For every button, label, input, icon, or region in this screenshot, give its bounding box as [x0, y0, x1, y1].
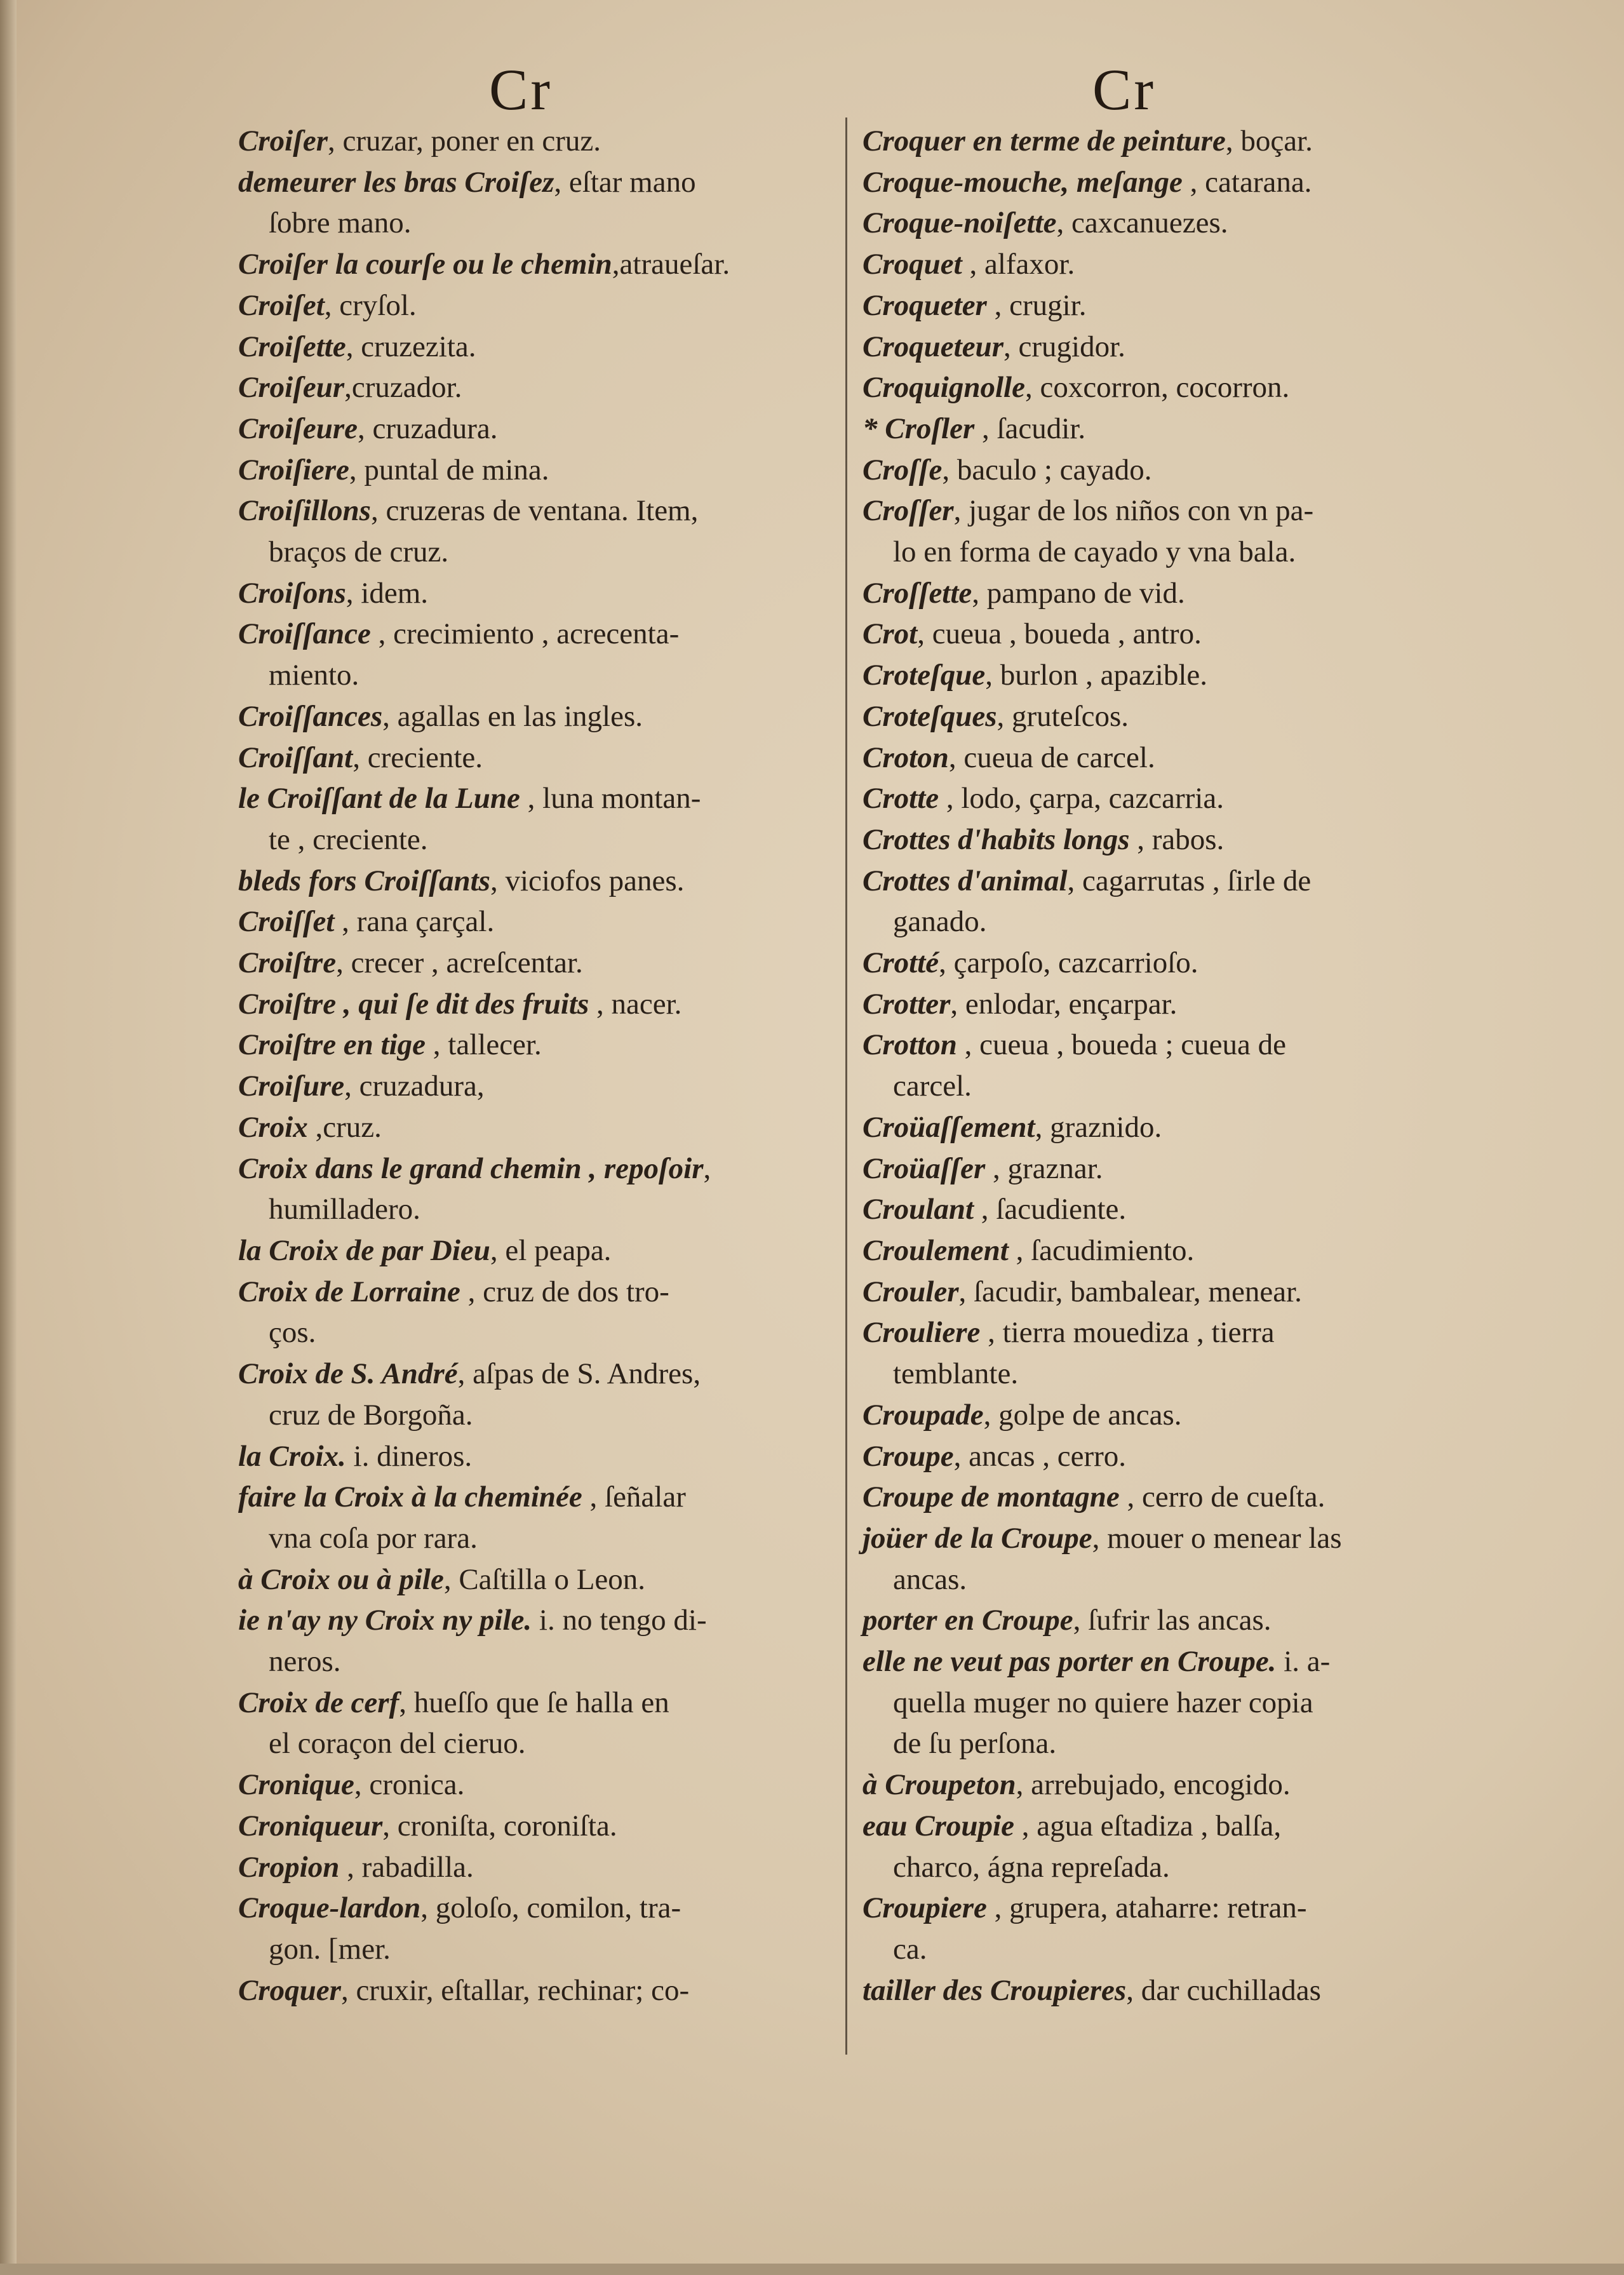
entry-headword: Croiſtre , qui ſe dit des fruits [238, 987, 589, 1021]
dictionary-entry [862, 1600, 1466, 1641]
entry-headword: Croqueteur [862, 330, 1003, 363]
entry-headword: Crotter [862, 987, 951, 1021]
dictionary-entry [862, 1970, 1466, 2011]
entry-definition: ,cruz. [307, 1110, 382, 1144]
entry-headword: Croiſillons [238, 494, 371, 528]
dictionary-entry [862, 943, 1466, 984]
entry-headword: Crouliere [862, 1316, 981, 1350]
entry-definition: , ſufrir las ancas. [1073, 1604, 1272, 1637]
entry-headword: Croqueter [862, 288, 987, 322]
entry-definition: , catarana. [1182, 165, 1312, 199]
entry-headword: Croiſons [238, 576, 346, 610]
entry-headword: Crouler [862, 1275, 959, 1308]
entry-continuation: temblante. [893, 1357, 1019, 1391]
entry-headword: le Croiſſant de la Lune [238, 782, 520, 815]
entry-continuation: de ſu perſona. [893, 1727, 1057, 1761]
dictionary-entry [862, 408, 1466, 450]
dictionary-entry [238, 162, 845, 244]
entry-continuation: ca. [893, 1932, 927, 1966]
left-column [238, 121, 845, 2011]
dictionary-entry [862, 1888, 1466, 1970]
entry-headword: Cropion [238, 1850, 340, 1884]
entry-headword: Croſſe [862, 453, 943, 487]
entry-definition: , crecer , acreſcentar. [336, 946, 583, 980]
entry-headword: elle ne veut pas porter en Croupe. [862, 1645, 1277, 1679]
entry-definition: , croniſta, coroniſta. [382, 1809, 617, 1842]
dictionary-entry [862, 1230, 1466, 1272]
entry-definition: , tallecer. [426, 1028, 542, 1062]
entry-definition: , cruzeras de ventana. Item, [370, 494, 699, 528]
entry-continuation: ſobre mano. [269, 206, 412, 240]
dictionary-entry [238, 326, 845, 368]
dictionary-entry [862, 1764, 1466, 1806]
entry-definition: i. no tengo di- [532, 1604, 707, 1637]
entry-definition: , cruzezita. [346, 330, 476, 363]
entry-definition: , graznar. [985, 1151, 1103, 1185]
dictionary-entry [238, 778, 845, 860]
dictionary-entry [238, 1353, 845, 1435]
dictionary-entry [862, 1641, 1466, 1764]
entry-headword: bleds fors Croiſſants [238, 864, 490, 897]
entry-continuation: ganado. [893, 905, 987, 939]
dictionary-entry [238, 696, 845, 737]
running-head-left: Cr [489, 57, 553, 122]
entry-headword: Crotton [862, 1028, 957, 1062]
entry-headword: Croupe de montagne [862, 1480, 1120, 1514]
entry-definition: , ſacudiente. [974, 1193, 1127, 1226]
entry-headword: Crottes d'animal [862, 864, 1068, 897]
dictionary-entry [238, 450, 845, 491]
entry-definition: , alfaxor. [962, 248, 1075, 281]
entry-definition: , boçar. [1225, 124, 1313, 158]
entry-definition: , grupera, ataharre: retran- [986, 1891, 1307, 1925]
dictionary-entry [238, 244, 845, 285]
dictionary-entry [238, 1477, 845, 1559]
entry-definition: , agallas en las ingles. [382, 699, 643, 733]
dictionary-entry [238, 861, 845, 902]
entry-definition: , eſtar mano [554, 165, 696, 199]
dictionary-entry [862, 737, 1466, 779]
entry-definition: , çarpoſo, cazcarrioſo. [939, 946, 1198, 980]
entry-headword: demeurer les bras Croiſez [238, 165, 554, 199]
entry-definition: , hueſſo que ſe halla en [399, 1686, 669, 1719]
entry-headword: Crotté [862, 946, 939, 980]
dictionary-entry [862, 861, 1466, 943]
entry-headword: Croteſques [862, 699, 997, 733]
entry-headword: Croque-mouche, meſange [862, 165, 1183, 199]
entry-continuation: ços. [269, 1316, 316, 1350]
entry-headword: Croiſeur [238, 371, 345, 405]
entry-definition: , el peapa. [490, 1233, 612, 1267]
dictionary-entry [862, 1107, 1466, 1148]
entry-headword: Croiſette [238, 330, 346, 363]
entry-definition: , cueua de carcel. [948, 741, 1155, 774]
entry-definition: , idem. [346, 576, 429, 610]
dictionary-entry [862, 1518, 1466, 1600]
entry-definition: , cruz de dos tro- [460, 1275, 669, 1308]
entry-continuation: te , creciente. [269, 822, 428, 856]
dictionary-entry [238, 367, 845, 408]
dictionary-entry [238, 943, 845, 984]
entry-headword: à Croupeton [862, 1768, 1016, 1802]
entry-headword: Croiſet [238, 288, 325, 322]
entry-continuation: humilladero. [269, 1193, 420, 1226]
entry-headword: Croſſer [862, 494, 954, 528]
entry-headword: Croix [238, 1110, 308, 1144]
entry-definition: , coxcorron, cocorron. [1024, 371, 1290, 405]
entry-headword: ie n'ay ny Croix ny pile. [238, 1604, 532, 1637]
entry-continuation: gon. [mer. [269, 1932, 391, 1966]
entry-headword: Crot [862, 617, 918, 651]
entry-headword: faire la Croix à la cheminée [238, 1480, 582, 1514]
dictionary-entry [238, 1436, 845, 1477]
entry-definition: , ſeñalar [582, 1480, 686, 1514]
entry-headword: porter en Croupe [862, 1604, 1073, 1637]
page-binding-edge [0, 0, 17, 2275]
dictionary-entry [238, 1600, 845, 1682]
entry-definition: , crecimiento , acrecenta- [370, 617, 680, 651]
entry-headword: Croque-noiſette [862, 206, 1057, 240]
entry-definition: , jugar de los niños con vn pa- [953, 494, 1314, 528]
dictionary-entry [238, 614, 845, 695]
dictionary-entry [862, 326, 1466, 368]
entry-definition: , aſpas de S. Andres, [457, 1357, 701, 1391]
dictionary-entry [862, 1477, 1466, 1518]
entry-headword: Croüaſſement [862, 1110, 1035, 1144]
entry-definition: , ſacudimiento. [1008, 1233, 1195, 1267]
entry-continuation: lo en forma de cayado y vna bala. [893, 535, 1296, 569]
entry-headword: Croiſſant [238, 741, 353, 774]
entry-definition: , dar cuchilladas [1126, 1973, 1321, 2007]
dictionary-entry [238, 1970, 845, 2011]
dictionary-entry [238, 1559, 845, 1601]
entry-definition: , rabadilla. [339, 1850, 474, 1884]
dictionary-entry [862, 984, 1466, 1025]
entry-definition: , ancas , cerro. [953, 1439, 1127, 1473]
dictionary-entry [238, 285, 845, 326]
entry-headword: Croiſſet [238, 905, 335, 939]
entry-definition: , cryſol. [324, 288, 417, 322]
entry-headword: eau Croupie [862, 1809, 1014, 1842]
dictionary-entry [862, 1312, 1466, 1394]
entry-continuation: neros. [269, 1645, 341, 1679]
entry-continuation: vna coſa por rara. [269, 1521, 478, 1555]
entry-headword: Cronique [238, 1768, 354, 1802]
entry-headword: Croquer [238, 1973, 341, 2007]
entry-headword: Croix de S. André [238, 1357, 458, 1391]
entry-continuation: cruz de Borgoña. [269, 1398, 473, 1432]
entry-definition: i. a- [1276, 1645, 1331, 1679]
entry-continuation: ancas. [893, 1562, 967, 1596]
entry-definition: , mouer o menear las [1092, 1521, 1342, 1555]
entry-definition: , nacer. [589, 987, 682, 1021]
entry-definition: , cerro de cueſta. [1119, 1480, 1325, 1514]
dictionary-entry [238, 737, 845, 779]
dictionary-entry [238, 1148, 845, 1230]
entry-definition: , Caſtilla o Leon. [443, 1562, 646, 1596]
entry-headword: Croiſſances [238, 699, 383, 733]
entry-headword: Croupiere [862, 1891, 987, 1925]
dictionary-entry [862, 244, 1466, 285]
entry-headword: * Croſler [862, 412, 975, 445]
dictionary-entry [238, 1230, 845, 1272]
dictionary-entry [862, 1189, 1466, 1230]
entry-continuation: charco, ágna repreſada. [893, 1850, 1170, 1884]
dictionary-entry [238, 1272, 845, 1353]
entry-headword: Croupade [862, 1398, 984, 1432]
dictionary-entry [862, 1436, 1466, 1477]
entry-headword: la Croix. [238, 1439, 346, 1473]
entry-headword: Croiſure [238, 1070, 345, 1103]
entry-definition: , tierra mouediza , tierra [980, 1316, 1275, 1350]
dictionary-entry [862, 450, 1466, 491]
dictionary-entry [238, 1066, 845, 1107]
entry-headword: Croulement [862, 1233, 1009, 1267]
entry-definition: , graznido. [1035, 1110, 1162, 1144]
entry-headword: Croiſeure [238, 412, 358, 445]
entry-definition: , enlodar, ençarpar. [950, 987, 1178, 1021]
entry-headword: Croiſer [238, 124, 328, 158]
dictionary-entry [862, 1806, 1466, 1888]
right-column [862, 121, 1466, 2011]
dictionary-entry [238, 901, 845, 943]
dictionary-entry [862, 655, 1466, 696]
entry-definition: , rabos. [1129, 822, 1225, 856]
entry-headword: tailler des Croupieres [862, 1973, 1127, 2007]
dictionary-entry [862, 285, 1466, 326]
entry-headword: Croix dans le grand chemin , repoſoir [238, 1151, 704, 1185]
dictionary-entry [862, 1024, 1466, 1106]
entry-definition: ,cruzador. [344, 371, 462, 405]
dictionary-entry [238, 408, 845, 450]
entry-definition: , cruzadura, [344, 1070, 485, 1103]
column-divider [845, 117, 847, 2055]
entry-headword: Croniqueur [238, 1809, 383, 1842]
entry-headword: Crottes d'habits longs [862, 822, 1130, 856]
entry-definition: , burlon , apazible. [985, 659, 1207, 692]
dictionary-entry [862, 1272, 1466, 1313]
entry-headword: Croix de cerf [238, 1686, 399, 1719]
entry-continuation: carcel. [893, 1070, 972, 1103]
entry-headword: Croton [862, 741, 949, 774]
entry-headword: Croiſtre [238, 946, 337, 980]
dictionary-entry [862, 490, 1466, 572]
dictionary-entry [862, 367, 1466, 408]
entry-definition: , goloſo, comilon, tra- [420, 1891, 681, 1925]
entry-definition: , caxcanuezes. [1056, 206, 1228, 240]
entry-headword: Crotte [862, 782, 939, 815]
entry-continuation: quella muger no quiere hazer copia [893, 1686, 1313, 1719]
entry-definition: , cueua , boueda ; cueua de [956, 1028, 1286, 1062]
entry-headword: Croiſſance [238, 617, 371, 651]
dictionary-entry [862, 573, 1466, 614]
entry-definition: , ſacudir, bambalear, menear. [958, 1275, 1302, 1308]
entry-headword: Croulant [862, 1193, 974, 1226]
entry-headword: Croſſette [862, 576, 972, 610]
entry-definition: , crugidor. [1003, 330, 1125, 363]
entry-headword: Croupe [862, 1439, 954, 1473]
entry-headword: Croque-lardon [238, 1891, 421, 1925]
entry-definition: , cronica. [354, 1768, 465, 1802]
entry-headword: à Croix ou à pile [238, 1562, 444, 1596]
page-bottom-edge [0, 2264, 1624, 2275]
dictionary-entry [238, 1847, 845, 1888]
entry-definition: , cruxir, eſtallar, rechinar; co- [340, 1973, 690, 2007]
dictionary-entry [238, 1888, 845, 1970]
entry-definition: , crugir. [986, 288, 1087, 322]
dictionary-entry [862, 121, 1466, 162]
entry-headword: Croquet [862, 248, 962, 281]
dictionary-entry [238, 1682, 845, 1764]
entry-headword: joüer de la Croupe [862, 1521, 1092, 1555]
entry-headword: Croiſtre en tige [238, 1028, 426, 1062]
entry-definition: , pampano de vid. [972, 576, 1185, 610]
dictionary-entry [238, 984, 845, 1025]
dictionary-entry [238, 1764, 845, 1806]
entry-headword: Croiſiere [238, 453, 349, 487]
entry-continuation: miento. [269, 659, 359, 692]
entry-headword: Croteſque [862, 659, 986, 692]
dictionary-entry [238, 121, 845, 162]
dictionary-entry [238, 1024, 845, 1066]
dictionary-entry [862, 778, 1466, 819]
entry-definition: , cueua , boueda , antro. [917, 617, 1202, 651]
entry-definition: , agua eſtadiza , balſa, [1014, 1809, 1282, 1842]
entry-headword: la Croix de par Dieu [238, 1233, 490, 1267]
dictionary-entry [862, 1395, 1466, 1436]
entry-definition: , [703, 1151, 711, 1185]
entry-definition: ,atraueſar. [612, 248, 730, 281]
entry-definition: , lodo, çarpa, cazcarria. [939, 782, 1224, 815]
entry-continuation: braços de cruz. [269, 535, 449, 569]
dictionary-entry [238, 573, 845, 614]
entry-definition: , viciofos panes. [490, 864, 685, 897]
dictionary-entry [238, 1806, 845, 1847]
entry-definition: , luna montan- [520, 782, 701, 815]
entry-headword: Croix de Lorraine [238, 1275, 460, 1308]
dictionary-entry [862, 1148, 1466, 1190]
entry-definition: , rana çarçal. [334, 905, 495, 939]
entry-definition: , baculo ; cayado. [942, 453, 1152, 487]
entry-definition: , arrebujado, encogido. [1016, 1768, 1291, 1802]
entry-headword: Croquer en terme de peinture [862, 124, 1226, 158]
entry-definition: , cruzar, poner en cruz. [328, 124, 601, 158]
dictionary-entry [238, 1107, 845, 1148]
entry-headword: Croiſer la courſe ou le chemin [238, 248, 612, 281]
dictionary-entry [862, 696, 1466, 737]
entry-definition: , golpe de ancas. [983, 1398, 1182, 1432]
entry-definition: , puntal de mina. [349, 453, 549, 487]
entry-headword: Croüaſſer [862, 1151, 986, 1185]
entry-definition: , gruteſcos. [997, 699, 1129, 733]
entry-definition: , cagarrutas , ſirle de [1067, 864, 1312, 897]
entry-continuation: el coraçon del cieruo. [269, 1727, 526, 1761]
entry-headword: Croquignolle [862, 371, 1025, 405]
entry-definition: , ſacudir. [974, 412, 1086, 445]
dictionary-entry [862, 203, 1466, 244]
entry-definition: , cruzadura. [358, 412, 498, 445]
dictionary-entry [862, 162, 1466, 203]
dictionary-entry [862, 614, 1466, 655]
running-head-right: Cr [1092, 57, 1156, 122]
entry-definition: i. dineros. [346, 1439, 473, 1473]
dictionary-entry [862, 819, 1466, 861]
dictionary-entry [238, 490, 845, 572]
entry-definition: , creciente. [352, 741, 483, 774]
